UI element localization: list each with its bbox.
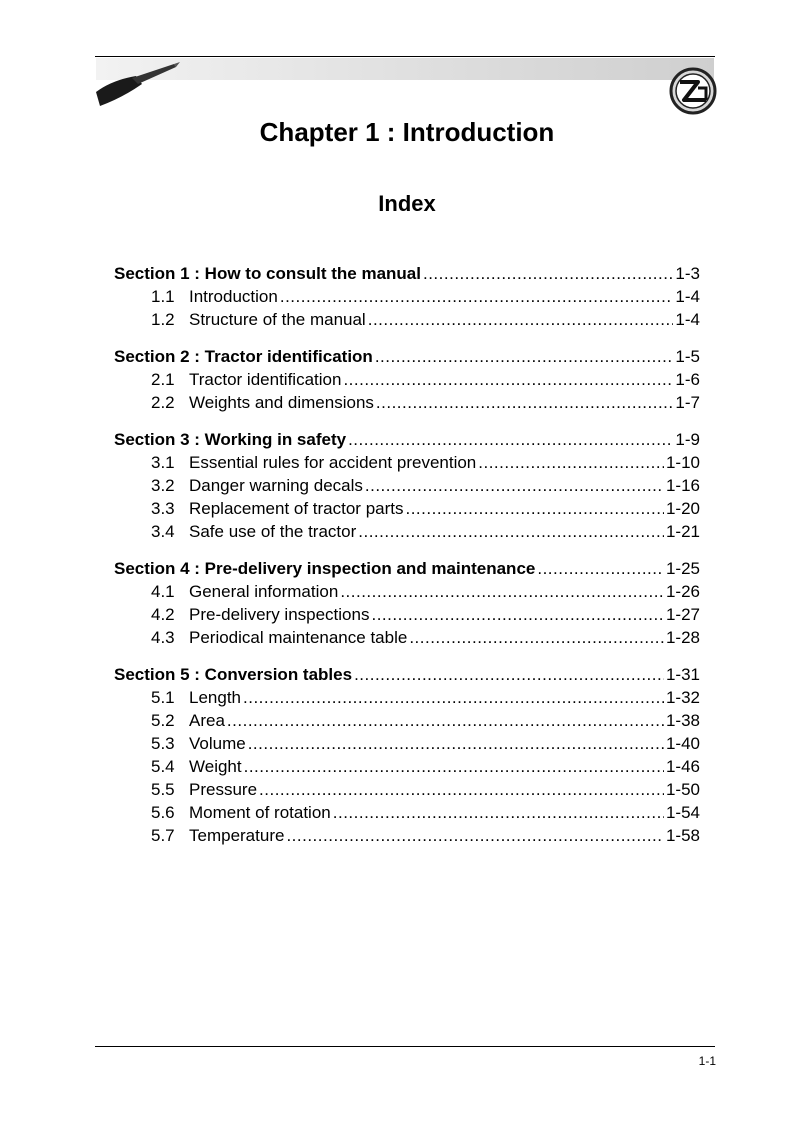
toc-section-3[interactable] xyxy=(114,428,700,451)
dot-leader xyxy=(244,755,664,778)
toc-section-1[interactable] xyxy=(114,262,700,285)
toc-item[interactable] xyxy=(114,626,700,649)
toc-item-number: 5.3 xyxy=(151,734,175,753)
dot-leader xyxy=(340,580,664,603)
toc-item[interactable] xyxy=(114,368,700,391)
toc-item[interactable] xyxy=(114,755,700,778)
dot-leader xyxy=(354,663,664,686)
dot-leader xyxy=(375,345,674,368)
toc-page-number: 1-25 xyxy=(665,559,700,578)
toc-item-number: 2.2 xyxy=(151,393,175,412)
toc-item[interactable] xyxy=(114,580,700,603)
dot-leader xyxy=(409,626,664,649)
toc-section-label: Section 1 : How to consult the manual xyxy=(114,264,421,283)
toc-item-number: 4.2 xyxy=(151,605,175,624)
toc-page-number: 1-9 xyxy=(675,430,700,449)
toc-page-number: 1-40 xyxy=(665,734,700,753)
toc-page-number: 1-27 xyxy=(665,605,700,624)
toc-item[interactable] xyxy=(114,308,700,331)
toc-item-number: 4.1 xyxy=(151,582,175,601)
footer-rule xyxy=(95,1046,715,1047)
toc-page-number: 1-20 xyxy=(665,499,700,518)
pen-hand-icon xyxy=(92,58,182,108)
toc-item-title: Temperature xyxy=(189,826,285,845)
toc-item-number: 5.7 xyxy=(151,826,175,845)
toc-item[interactable] xyxy=(114,709,700,732)
toc-item-title: Length xyxy=(189,688,241,707)
toc-item-title: Pressure xyxy=(189,780,258,799)
toc-item[interactable] xyxy=(114,497,700,520)
toc-section-4[interactable] xyxy=(114,557,700,580)
toc-item-number: 2.1 xyxy=(151,370,175,389)
toc-item-title: Volume xyxy=(189,734,246,753)
toc-page-number: 1-31 xyxy=(665,665,700,684)
toc-item-title: Pre-delivery inspections xyxy=(189,605,370,624)
dot-leader xyxy=(348,428,673,451)
page-number: 1-1 xyxy=(698,1054,716,1068)
toc-page-number: 1-54 xyxy=(665,803,700,822)
toc-page-number: 1-46 xyxy=(665,757,700,776)
toc-page-number: 1-50 xyxy=(665,780,700,799)
toc-item-title: Area xyxy=(189,711,225,730)
dot-leader xyxy=(365,474,664,497)
toc-page-number: 1-58 xyxy=(665,826,700,845)
toc-item-number: 3.1 xyxy=(151,453,175,472)
toc-item-number: 3.4 xyxy=(151,522,175,541)
toc-item-title: Periodical maintenance table xyxy=(189,628,408,647)
index-title: Index xyxy=(378,191,436,216)
chapter-title: Chapter 1 : Introduction xyxy=(259,117,555,147)
toc-item[interactable] xyxy=(114,686,700,709)
toc-item-title: Structure of the manual xyxy=(189,310,366,329)
dot-leader xyxy=(376,391,674,414)
toc-page-number: 1-3 xyxy=(675,264,700,283)
toc-section-label: Section 5 : Conversion tables xyxy=(114,665,353,684)
toc-page-number: 1-4 xyxy=(675,310,700,329)
dot-leader xyxy=(227,709,664,732)
toc-page-number: 1-5 xyxy=(675,347,700,366)
toc-item-title: Weight xyxy=(189,757,242,776)
toc-item[interactable] xyxy=(114,801,700,824)
toc-item-number: 5.1 xyxy=(151,688,175,707)
brand-logo-icon xyxy=(668,66,718,116)
toc-item-title: Introduction xyxy=(189,287,278,306)
toc-item-number: 3.3 xyxy=(151,499,175,518)
toc-section-label: Section 4 : Pre-delivery inspection and maintenance xyxy=(114,559,536,578)
dot-leader xyxy=(280,285,674,308)
toc-page-number: 1-16 xyxy=(665,476,700,495)
dot-leader xyxy=(243,686,664,709)
toc-page-number: 1-26 xyxy=(665,582,700,601)
toc-item-title: General information xyxy=(189,582,339,601)
toc-page-number: 1-28 xyxy=(665,628,700,647)
toc-item-title: Moment of rotation xyxy=(189,803,331,822)
toc-item-number: 1.2 xyxy=(151,310,175,329)
toc-item-title: Essential rules for accident prevention xyxy=(189,453,477,472)
toc-item-title: Safe use of the tractor xyxy=(189,522,357,541)
dot-leader xyxy=(368,308,674,331)
toc-item-number: 5.2 xyxy=(151,711,175,730)
table-of-contents xyxy=(114,262,700,847)
dot-leader xyxy=(537,557,664,580)
toc-page-number: 1-4 xyxy=(675,287,700,306)
toc-item[interactable] xyxy=(114,474,700,497)
header-rule xyxy=(95,56,715,57)
toc-item[interactable] xyxy=(114,520,700,543)
toc-item-number: 4.3 xyxy=(151,628,175,647)
toc-item[interactable] xyxy=(114,285,700,308)
toc-section-2[interactable] xyxy=(114,345,700,368)
toc-item[interactable] xyxy=(114,778,700,801)
dot-leader xyxy=(423,262,673,285)
dot-leader xyxy=(286,824,664,847)
toc-item[interactable] xyxy=(114,391,700,414)
dot-leader xyxy=(259,778,664,801)
toc-page-number: 1-7 xyxy=(675,393,700,412)
toc-item[interactable] xyxy=(114,603,700,626)
toc-item-title: Replacement of tractor parts xyxy=(189,499,404,518)
toc-section-label: Section 2 : Tractor identification xyxy=(114,347,373,366)
toc-item[interactable] xyxy=(114,732,700,755)
toc-item-number: 1.1 xyxy=(151,287,175,306)
toc-item[interactable] xyxy=(114,451,700,474)
toc-section-label: Section 3 : Working in safety xyxy=(114,430,347,449)
dot-leader xyxy=(343,368,673,391)
toc-page-number: 1-38 xyxy=(665,711,700,730)
dot-leader xyxy=(405,497,663,520)
dot-leader xyxy=(371,603,664,626)
toc-item-number: 5.4 xyxy=(151,757,175,776)
dot-leader xyxy=(478,451,664,474)
toc-item-number: 3.2 xyxy=(151,476,175,495)
toc-section-5[interactable] xyxy=(114,663,700,686)
dot-leader xyxy=(333,801,664,824)
header-band xyxy=(96,58,714,80)
toc-item[interactable] xyxy=(114,824,700,847)
toc-item-number: 5.5 xyxy=(151,780,175,799)
dot-leader xyxy=(248,732,664,755)
toc-item-number: 5.6 xyxy=(151,803,175,822)
toc-page-number: 1-6 xyxy=(675,370,700,389)
toc-page-number: 1-21 xyxy=(665,522,700,541)
toc-item-title: Tractor identification xyxy=(189,370,342,389)
toc-page-number: 1-10 xyxy=(665,453,700,472)
toc-item-title: Weights and dimensions xyxy=(189,393,374,412)
toc-page-number: 1-32 xyxy=(665,688,700,707)
toc-item-title: Danger warning decals xyxy=(189,476,363,495)
dot-leader xyxy=(358,520,664,543)
